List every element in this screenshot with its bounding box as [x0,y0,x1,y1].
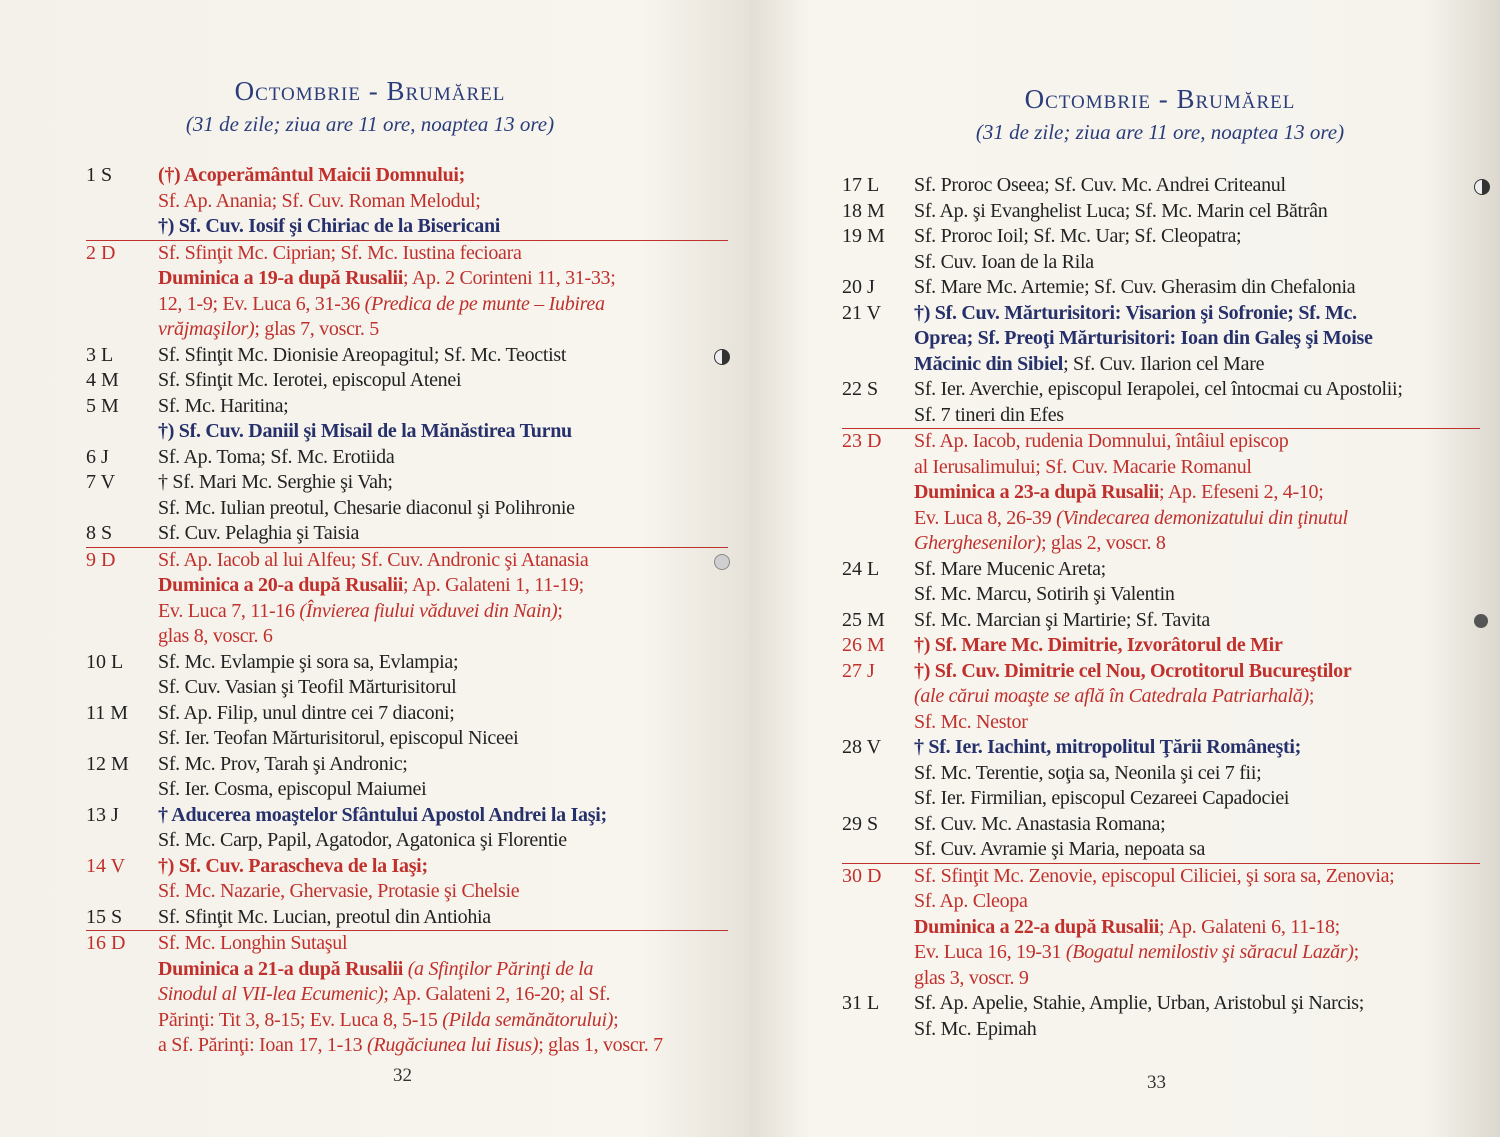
text-segment: Sinodul al VII-lea Ecumenic) [158,983,384,1005]
description-line [158,650,728,676]
page-subtitle: (31 de zile; ziua are 11 ore, noaptea 13 ore) [185,112,555,136]
description-line [914,991,1480,1017]
text-segment: Sf. Ap. Iacob al lui Alfeu; Sf. Cuv. Andronic şi Atanasia [158,548,589,571]
page-title: Octombrie - Brumărel [1024,84,1296,114]
description-line [914,582,1480,608]
day-label: 25 M [842,608,885,631]
day-description [914,735,1480,812]
description-line [158,241,728,267]
description-line [914,786,1480,812]
text-segment: Sf. Cuv. Ioan de la Rila [914,250,1094,273]
text-segment: Sf. Sfinţit Mc. Ciprian; Sf. Mc. Iustina fecioara [158,241,522,264]
description-line [158,726,728,752]
text-segment: Măcinic din Sibiel [914,352,1064,375]
text-segment: Sf. Mc. Evlampie şi sora sa, Evlampia; [158,650,459,673]
day-label: 26 M [842,634,885,656]
day-label: 1 S [86,164,113,186]
text-segment: Sf. Sfinţit Mc. Ierotei, episcopul Atenei [158,369,462,391]
day-description [914,557,1480,608]
text-segment: Sf. Cuv. Mc. Anastasia Romana; [914,812,1166,835]
text-segment: †) Sf. Cuv. Mărturisitori: Visarion şi Sofronie; Sf. Mc. [914,301,1357,324]
text-segment: Sf. Mc. Marcu, Sotirih şi Valentin [914,583,1175,605]
description-line [914,659,1480,685]
page-number: 32 [393,1065,412,1086]
day-label: 12 M [86,752,129,775]
day-description [158,470,728,521]
description-line [914,710,1480,736]
calendar-day-entry [842,735,1480,812]
first-quarter-moon-icon [1474,179,1490,195]
text-segment: ; Ap. Efeseni 2, 4-10; [1159,481,1324,503]
day-description [158,548,728,650]
description-line [914,915,1480,941]
text-segment: Părinţi: Tit 3, 8-15; Ev. Luca 8, 5-15 [158,1008,443,1031]
calendar-day-entry [86,163,728,240]
calendar-day-entry [842,275,1480,301]
calendar-day-entry [86,930,728,1059]
description-line [158,777,728,803]
text-segment: Sf. Ap. şi Evanghelist Luca; Sf. Mc. Marin cel Bătrân [914,199,1328,222]
text-segment: ; glas 2, voscr. 8 [1040,532,1166,554]
text-segment: †) Sf. Cuv. Parascheva de la Iaşi; [158,854,428,877]
description-line [158,548,728,574]
page-title: Octombrie - Brumărel [234,76,506,106]
calendar-day-entry [86,547,728,650]
text-segment: Duminica a 20-a după Rusalii [158,574,403,596]
day-description [914,864,1480,992]
text-segment: ; glas 7, voscr. 5 [254,318,379,340]
text-segment: (Rugăciunea lui Iisus) [367,1034,539,1056]
text-segment: Ev. Luca 8, 26-39 [914,506,1057,529]
calendar-entries [842,173,1480,1042]
text-segment: ; Ap. 2 Corinteni 11, 31-33; [403,267,616,289]
day-label: 21 V [842,301,882,324]
text-segment: Sf. Mc. Epimah [914,1017,1037,1040]
calendar-day-entry [842,173,1480,199]
text-segment: Gherghesenilor) [914,532,1041,554]
text-segment: Oprea; Sf. Preoţi Mărturisitori: Ioan din Galeş şi Moise [914,327,1373,349]
description-line [158,675,728,701]
description-line [914,633,1480,659]
text-segment: Sf. Proroc Oseea; Sf. Cuv. Mc. Andrei Criteanul [914,174,1286,196]
description-line [914,506,1480,532]
text-segment: al Ierusalimului; Sf. Cuv. Macarie Romanul [914,455,1252,478]
text-segment: Duminica a 22-a după Rusalii [914,915,1159,938]
text-segment: ; Ap. Galateni 6, 11-18; [1159,915,1340,938]
day-label: 18 M [842,199,885,222]
text-segment: †) Sf. Mare Mc. Dimitrie, Izvorâtorul de Mir [914,634,1283,656]
description-line [158,879,728,905]
day-description [914,199,1480,225]
calendar-day-entry [842,659,1480,736]
description-line [914,889,1480,915]
description-line [158,496,728,522]
description-line [914,608,1480,634]
description-line [914,326,1480,352]
calendar-day-entry [86,650,728,701]
description-line [158,521,728,547]
description-line [914,684,1480,710]
text-segment: (Învierea fiului văduvei din Nain) [299,599,558,622]
day-description [914,275,1480,301]
text-segment: Sf. Ap. Anania; Sf. Cuv. Roman Melodul; [158,189,481,212]
text-segment: (a Sfinţilor Părinţi de la [403,957,594,980]
day-description [158,368,728,394]
calendar-day-entry [842,199,1480,225]
day-description [914,301,1480,378]
text-segment: Sf. Cuv. Vasian şi Teofil Mărturisitorul [158,676,457,698]
text-segment: Sf. Mc. Iulian preotul, Chesarie diaconul şi Polihronie [158,496,575,519]
day-label: 13 J [86,803,119,826]
day-description [914,812,1480,863]
description-line [914,531,1480,557]
day-description [158,931,728,1059]
text-segment: ; [1353,941,1359,963]
description-line [158,343,728,369]
description-line [158,573,728,599]
description-line [914,480,1480,506]
text-segment: ; glas 1, voscr. 7 [538,1034,663,1056]
text-segment: Ev. Luca 7, 11-16 [158,599,300,622]
text-segment: † Sf. Mari Mc. Serghie şi Vah; [158,471,393,493]
day-label: 14 V [86,854,126,877]
description-line [914,1017,1480,1043]
day-label: 30 D [842,864,882,887]
description-line [158,445,728,471]
description-line [158,419,728,445]
text-segment: Sf. Ap. Iacob, rudenia Domnului, întâiul episcop [914,430,1289,452]
calendar-day-entry [86,854,728,905]
day-label: 8 S [86,522,113,544]
text-segment: Duminica a 19-a după Rusalii [158,267,403,289]
text-segment: (Vindecarea demonizatului din ţinutul [1056,506,1348,529]
description-line [914,557,1480,583]
description-line [914,735,1480,761]
description-line [914,377,1480,403]
right-page [750,0,1500,1137]
day-label: 28 V [842,736,882,758]
day-description [158,803,728,854]
calendar-day-entry [86,905,728,931]
text-segment: Sf. Ier. Teofan Mărturisitorul, episcopul Niceei [158,727,519,749]
description-line [914,275,1480,301]
description-line [158,931,728,957]
text-segment: (ale cărui moaşte se află în Catedrala Patriarhală) [914,685,1309,707]
text-segment: Sf. Ap. Apelie, Stahie, Amplie, Urban, Aristobul şi Narcis; [914,992,1365,1014]
text-segment: glas 8, voscr. 6 [158,625,273,647]
day-label: 4 M [86,369,119,391]
text-segment: ; Sf. Cuv. Ilarion cel Mare [1063,352,1265,375]
text-segment: vrăjmaşilor) [158,318,255,340]
description-line [158,163,728,189]
day-label: 17 L [842,174,880,196]
day-description [158,445,728,471]
calendar-day-entry [842,377,1480,428]
day-description [914,608,1480,634]
day-label: 16 D [86,932,126,954]
calendar-day-entry [842,608,1480,634]
text-segment: ; Ap. Galateni 1, 11-19; [403,574,584,596]
text-segment: † Aducerea moaştelor Sfântului Apostol Andrei la Iaşi; [158,803,607,826]
description-line [158,701,728,727]
description-line [158,803,728,829]
day-label: 23 D [842,430,882,452]
description-line [158,752,728,778]
description-line [158,317,728,343]
calendar-day-entry [86,445,728,471]
day-label: 24 L [842,557,880,580]
calendar-day-entry [86,368,728,394]
text-segment: Sf. Mc. Marcian şi Martirie; Sf. Tavita [914,608,1210,631]
page-number: 33 [1147,1072,1166,1093]
day-description [158,163,728,240]
text-segment: a Sf. Părinţi: Ioan 17, 1-13 [158,1034,368,1056]
calendar-day-entry [86,521,728,547]
text-segment: †) Sf. Cuv. Dimitrie cel Nou, Ocrotitorul Bucureştilor [914,659,1352,682]
text-segment: Sf. Proroc Ioil; Sf. Mc. Uar; Sf. Cleopatra; [914,225,1242,247]
description-line [914,940,1480,966]
text-segment: Sf. Ap. Toma; Sf. Mc. Erotiida [158,445,395,468]
text-segment: Sf. Mc. Nazarie, Ghervasie, Protasie şi Chelsie [158,880,520,902]
text-segment: †) Sf. Cuv. Iosif şi Chiriac de la Bisericani [158,215,501,237]
text-segment: ; Ap. Galateni 2, 16-20; al Sf. [383,983,611,1005]
text-segment: Sf. Ap. Filip, unul dintre cei 7 diaconi; [158,701,455,724]
day-label: 3 L [86,343,114,366]
description-line [914,455,1480,481]
description-line [158,854,728,880]
description-line [158,905,728,931]
day-label: 6 J [86,445,109,468]
day-label: 22 S [842,378,879,400]
day-description [158,905,728,931]
text-segment: † Sf. Ier. Iachint, mitropolitul Ţării Româneşti; [914,736,1301,758]
description-line [158,214,728,240]
text-segment: Sf. Mc. Nestor [914,710,1028,733]
day-label: 27 J [842,659,875,682]
description-line [914,864,1480,890]
calendar-day-entry [842,428,1480,557]
day-description [914,224,1480,275]
description-line [158,368,728,394]
text-segment: Sf. Ap. Cleopa [914,890,1028,912]
day-description [158,854,728,905]
description-line [914,199,1480,225]
text-segment: (Bogatul nemilostiv şi săracul Lazăr) [1065,941,1354,963]
calendar-day-entry [86,701,728,752]
calendar-entries [86,163,728,1059]
text-segment: Sf. Sfinţit Mc. Dionisie Areopagitul; Sf. Mc. Teoctist [158,343,567,366]
calendar-day-entry [86,470,728,521]
day-description [158,241,728,343]
calendar-day-entry [842,557,1480,608]
description-line [914,966,1480,992]
text-segment: Sf. Mare Mc. Artemie; Sf. Cuv. Gherasim din Chefalonia [914,276,1356,298]
day-label: 19 M [842,225,885,247]
description-line [158,828,728,854]
last-quarter-moon-icon [714,349,730,365]
description-line [914,812,1480,838]
calendar-day-entry [86,803,728,854]
description-line [158,957,728,983]
text-segment: Sf. Sfinţit Mc. Lucian, preotul din Antiohia [158,905,491,928]
text-segment: Sf. Mare Mucenic Areta; [914,557,1106,580]
description-line [158,189,728,215]
description-line [914,352,1480,378]
calendar-day-entry [86,752,728,803]
text-segment: Sf. Mc. Longhin Sutaşul [158,932,348,954]
description-line [158,394,728,420]
day-description [914,991,1480,1042]
day-description [158,394,728,445]
text-segment: Sf. Cuv. Avramie şi Maria, nepoata sa [914,838,1206,860]
day-label: 31 L [842,992,880,1014]
day-description [914,377,1480,428]
text-segment: Sf. Cuv. Pelaghia şi Taisia [158,522,360,544]
description-line [158,292,728,318]
page-subtitle: (31 de zile; ziua are 11 ore, noaptea 13 ore) [975,120,1345,144]
full-moon-icon [1474,614,1488,628]
description-line [158,599,728,625]
calendar-day-entry [842,224,1480,275]
text-segment: Ev. Luca 16, 19-31 [914,941,1066,963]
description-line [158,1008,728,1034]
text-segment: (Predica de pe munte – Iubirea [364,292,605,315]
day-description [158,650,728,701]
day-label: 10 L [86,650,124,673]
text-segment: (†) Acoperământul Maicii Domnului; [158,164,466,186]
text-segment: Sf. Mc. Carp, Papil, Agatodor, Agatonica şi Florentie [158,829,567,851]
day-description [158,343,728,369]
description-line [914,173,1480,199]
day-label: 9 D [86,548,116,571]
day-label: 15 S [86,905,123,928]
day-label: 20 J [842,276,875,298]
text-segment: Sf. 7 tineri din Efes [914,403,1064,426]
calendar-day-entry [842,991,1480,1042]
description-line [914,224,1480,250]
text-segment: ; [1308,685,1315,707]
calendar-day-entry [86,343,728,369]
calendar-day-entry [842,301,1480,378]
text-segment: Sf. Mc. Haritina; [158,394,289,417]
day-label: 29 S [842,812,879,835]
day-description [914,173,1480,199]
description-line [158,1033,728,1059]
description-line [914,403,1480,429]
text-segment: glas 3, voscr. 9 [914,966,1029,989]
text-segment: †) Sf. Cuv. Daniil şi Misail de la Mănăstirea Turnu [158,420,572,442]
calendar-day-entry [86,240,728,343]
day-description [158,752,728,803]
day-label: 11 M [86,701,129,724]
description-line [158,624,728,650]
text-segment: Sf. Ier. Cosma, episcopul Maiumei [158,778,427,800]
text-segment: ; [613,1008,619,1031]
text-segment: ; [557,599,563,622]
description-line [914,761,1480,787]
calendar-day-entry [842,633,1480,659]
day-label: 2 D [86,241,116,264]
text-segment: Duminica a 21-a după Rusalii [158,957,403,980]
day-label: 5 M [86,394,119,417]
day-description [914,659,1480,736]
description-line [158,266,728,292]
calendar-day-entry [86,394,728,445]
text-segment: Sf. Mc. Prov, Tarah şi Andronic; [158,752,408,775]
description-line [914,301,1480,327]
text-segment: Sf. Mc. Terentie, soţia sa, Neonila şi cei 7 fii; [914,761,1262,784]
description-line [158,470,728,496]
day-description [158,701,728,752]
calendar-day-entry [842,812,1480,863]
description-line [158,982,728,1008]
text-segment: Sf. Sfinţit Mc. Zenovie, episcopul Ciliciei, şi sora sa, Zenovia; [914,864,1395,887]
text-segment: (Pilda semănătorului) [442,1008,614,1031]
description-line [914,429,1480,455]
description-line [914,837,1480,863]
day-description [158,521,728,547]
text-segment: Sf. Ier. Firmilian, episcopul Cezareei Capadociei [914,787,1290,809]
text-segment: Duminica a 23-a după Rusalii [914,481,1159,503]
day-label: 7 V [86,471,116,493]
calendar-day-entry [842,863,1480,992]
text-segment: 12, 1-9; Ev. Luca 6, 31-36 [158,292,365,315]
text-segment: Sf. Ier. Averchie, episcopul Ierapolei, cel întocmai cu Apostolii; [914,378,1403,400]
new-moon-icon [714,554,730,570]
description-line [914,250,1480,276]
day-description [914,429,1480,557]
day-description [914,633,1480,659]
